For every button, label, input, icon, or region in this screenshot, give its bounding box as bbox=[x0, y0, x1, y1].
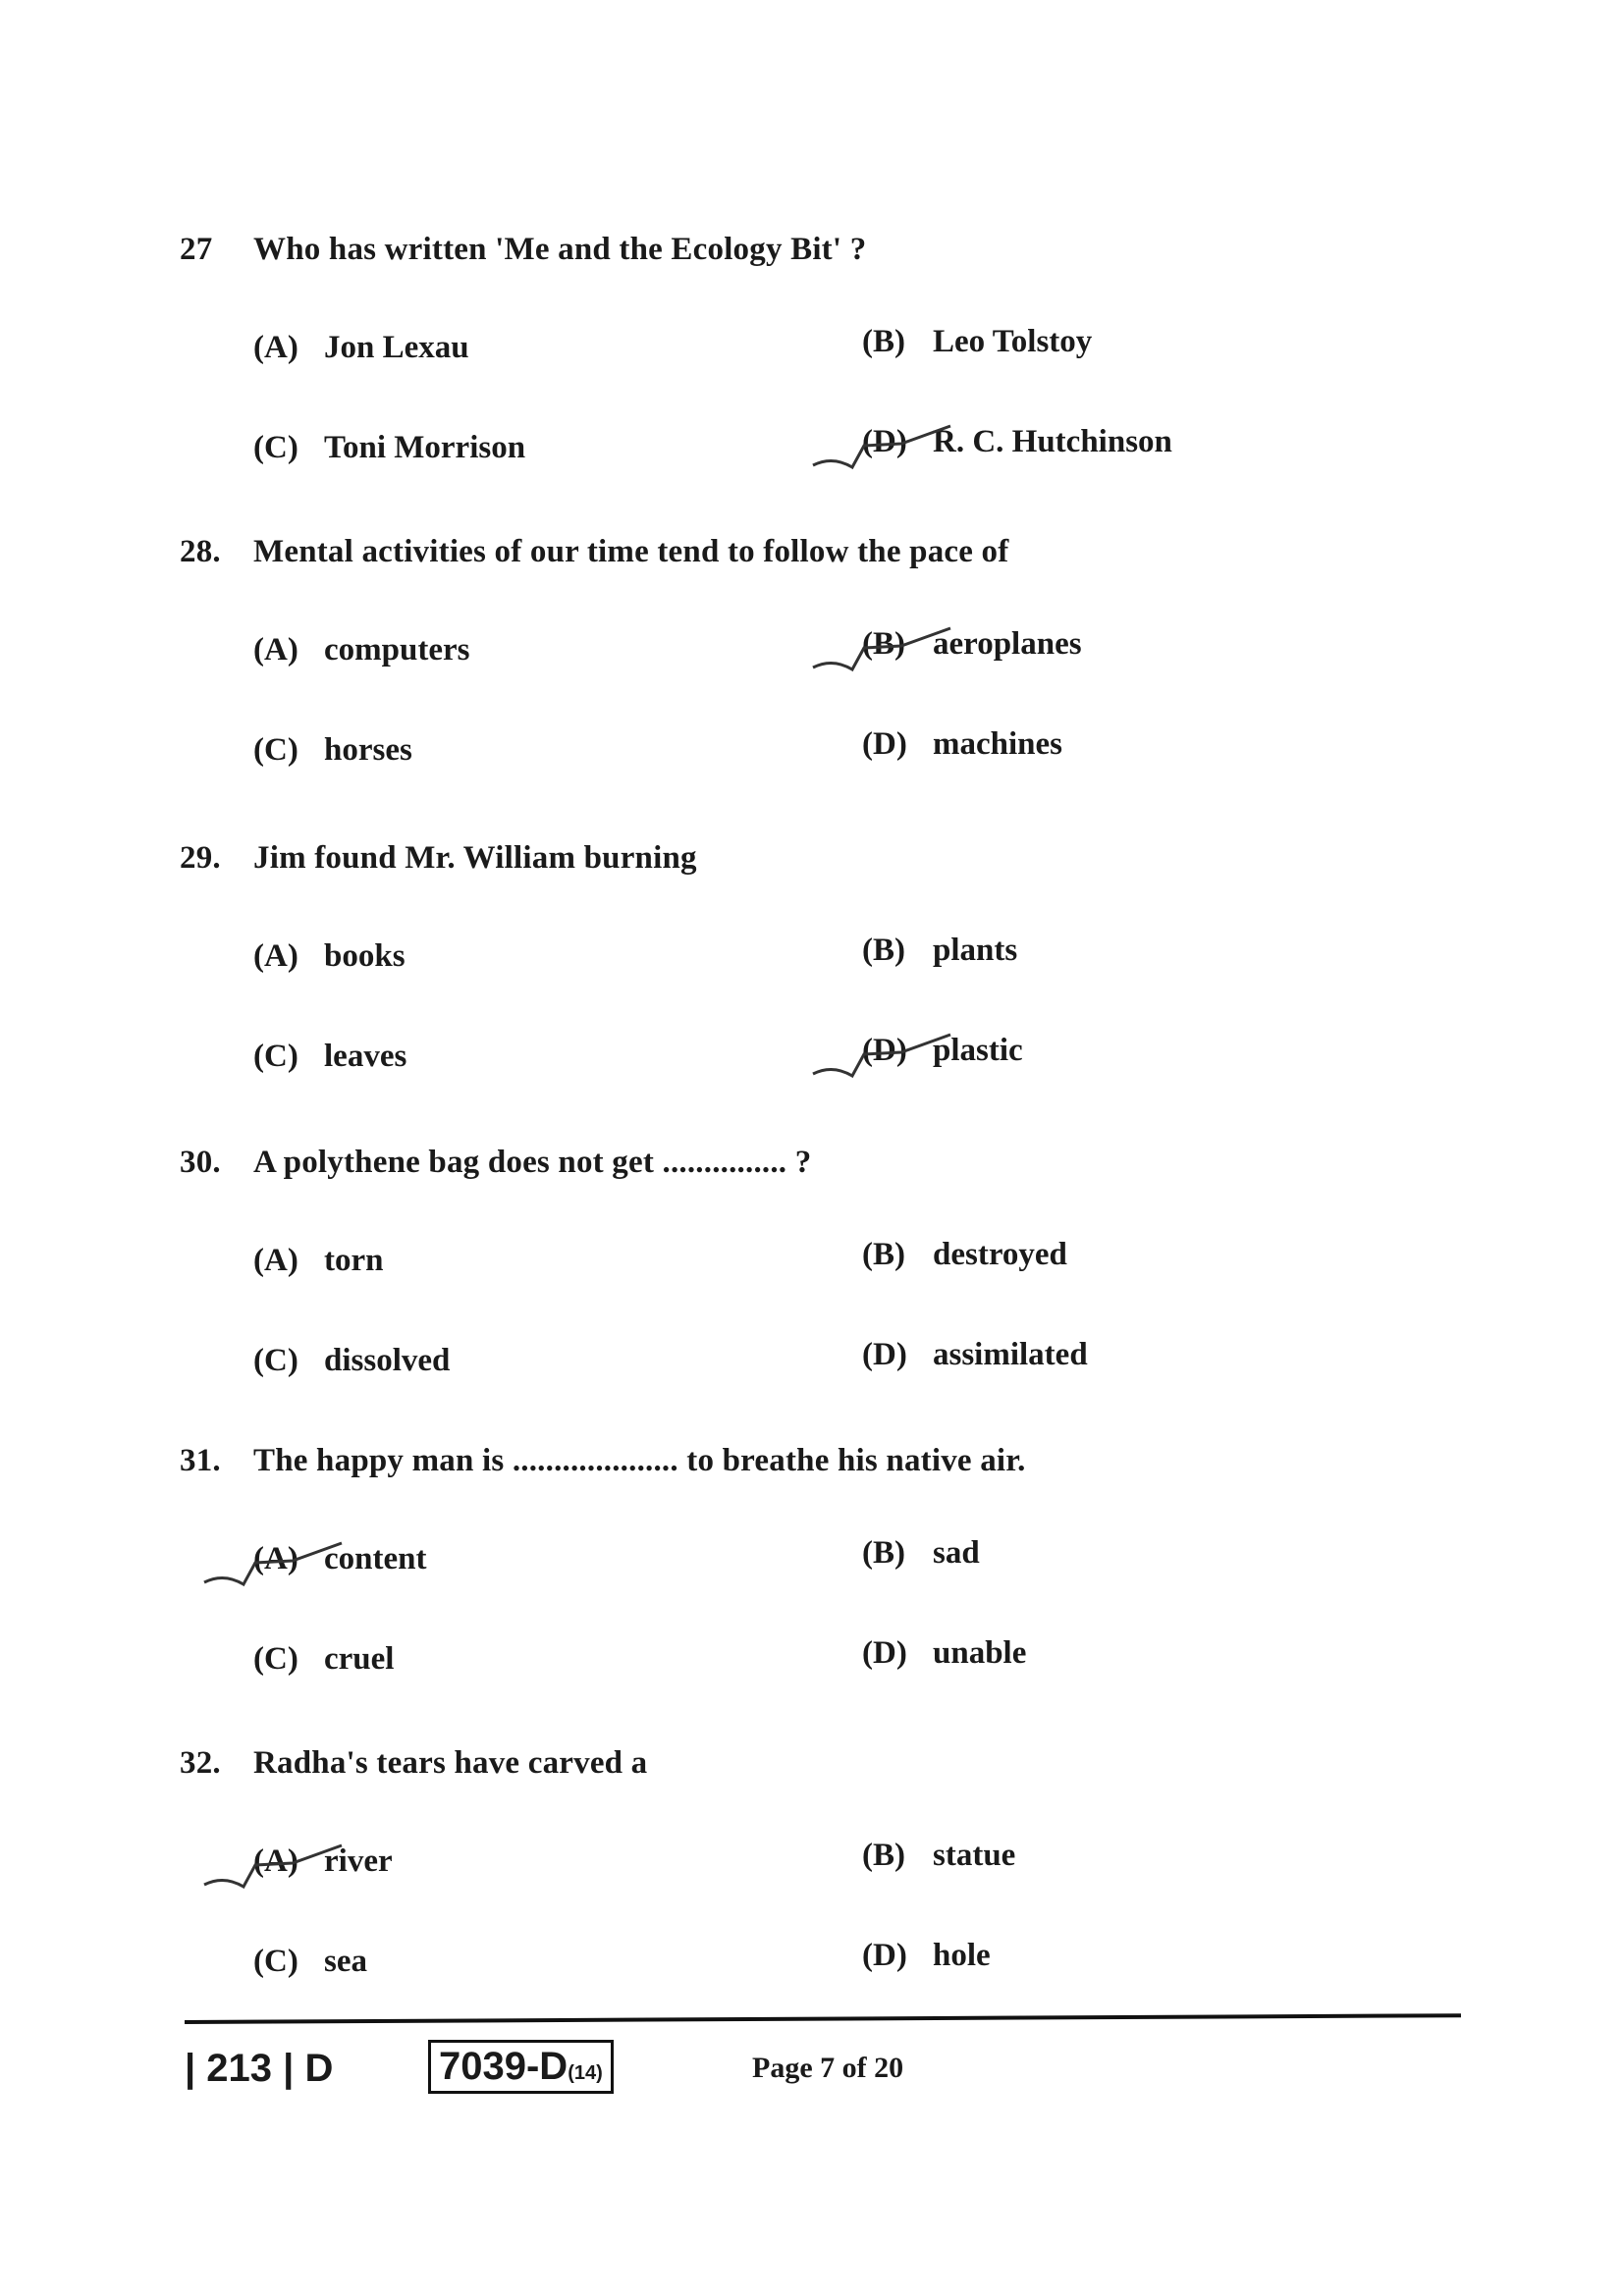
option-c[interactable] bbox=[253, 1039, 406, 1075]
option-label: (B) bbox=[862, 1838, 905, 1873]
booklet-code-sub: (14) bbox=[568, 2062, 603, 2084]
option-text: unable bbox=[933, 1635, 1027, 1671]
option-b[interactable] bbox=[862, 1838, 1015, 1874]
option-text: statue bbox=[933, 1838, 1016, 1873]
option-label: (C) bbox=[253, 430, 298, 465]
option-b[interactable] bbox=[862, 626, 1082, 663]
option-b[interactable] bbox=[862, 1237, 1067, 1273]
option-text: Toni Morrison bbox=[324, 430, 526, 465]
option-text: Leo Tolstoy bbox=[933, 324, 1093, 359]
option-c[interactable] bbox=[253, 1343, 450, 1379]
option-label: (A) bbox=[253, 632, 298, 667]
option-label: (B) bbox=[862, 626, 905, 662]
option-d[interactable] bbox=[862, 1337, 1088, 1373]
option-label: (C) bbox=[253, 1641, 298, 1677]
question-31 bbox=[180, 1443, 1026, 1479]
question-text: Who has written 'Me and the Ecology Bit' ? bbox=[253, 232, 867, 267]
option-b[interactable] bbox=[862, 1535, 980, 1572]
question-number: 27 bbox=[180, 232, 213, 267]
question-text: A polythene bag does not get ............... ? bbox=[253, 1145, 812, 1180]
option-text: sad bbox=[933, 1535, 980, 1571]
option-c[interactable] bbox=[253, 430, 525, 466]
option-text: leaves bbox=[324, 1039, 407, 1074]
question-number: 29. bbox=[180, 840, 221, 876]
question-32 bbox=[180, 1745, 647, 1782]
option-text: plastic bbox=[933, 1033, 1023, 1068]
option-a[interactable] bbox=[253, 938, 406, 975]
option-label: (C) bbox=[253, 732, 298, 768]
option-label: (C) bbox=[253, 1039, 298, 1074]
question-number: 30. bbox=[180, 1145, 221, 1180]
option-a[interactable] bbox=[253, 1541, 426, 1577]
option-a[interactable] bbox=[253, 1243, 384, 1279]
option-text: cruel bbox=[324, 1641, 395, 1677]
option-text: Jon Lexau bbox=[324, 330, 469, 365]
option-label: (A) bbox=[253, 330, 298, 365]
question-29 bbox=[180, 840, 697, 877]
option-text: dissolved bbox=[324, 1343, 451, 1378]
question-number: 32. bbox=[180, 1745, 221, 1781]
option-label: (A) bbox=[253, 938, 298, 974]
option-b[interactable] bbox=[862, 933, 1017, 969]
option-text: assimilated bbox=[933, 1337, 1088, 1372]
page-number: Page 7 of 20 bbox=[752, 2052, 904, 2084]
option-a[interactable] bbox=[253, 330, 469, 366]
option-d[interactable] bbox=[862, 726, 1062, 763]
question-text: Radha's tears have carved a bbox=[253, 1745, 648, 1781]
option-d[interactable] bbox=[862, 1635, 1026, 1672]
footer-booklet-code bbox=[428, 2040, 614, 2094]
option-label: (D) bbox=[862, 726, 907, 762]
booklet-code: 7039-D bbox=[439, 2045, 568, 2088]
option-text: R. C. Hutchinson bbox=[933, 424, 1172, 459]
option-text: destroyed bbox=[933, 1237, 1067, 1272]
option-c[interactable] bbox=[253, 732, 412, 769]
option-label: (A) bbox=[253, 1541, 298, 1576]
question-text: The happy man is .................... to breathe his native air. bbox=[253, 1443, 1026, 1478]
option-text: content bbox=[324, 1541, 427, 1576]
option-text: machines bbox=[933, 726, 1062, 762]
option-text: aeroplanes bbox=[933, 626, 1082, 662]
question-text: Jim found Mr. William burning bbox=[253, 840, 697, 876]
question-27 bbox=[180, 232, 866, 268]
question-text: Mental activities of our time tend to follow the pace of bbox=[253, 534, 1009, 569]
option-text: torn bbox=[324, 1243, 384, 1278]
option-text: plants bbox=[933, 933, 1018, 968]
option-label: (D) bbox=[862, 1337, 907, 1372]
question-number: 28. bbox=[180, 534, 221, 569]
option-label: (D) bbox=[862, 424, 907, 459]
option-text: horses bbox=[324, 732, 412, 768]
option-a[interactable] bbox=[253, 632, 469, 668]
option-c[interactable] bbox=[253, 1641, 394, 1678]
option-label: (B) bbox=[862, 1237, 905, 1272]
question-number: 31. bbox=[180, 1443, 221, 1478]
option-label: (A) bbox=[253, 1843, 298, 1879]
option-label: (A) bbox=[253, 1243, 298, 1278]
option-text: hole bbox=[933, 1938, 991, 1973]
option-d[interactable] bbox=[862, 1938, 991, 1974]
question-30 bbox=[180, 1145, 811, 1181]
option-a[interactable] bbox=[253, 1843, 393, 1880]
option-text: computers bbox=[324, 632, 470, 667]
option-label: (B) bbox=[862, 324, 905, 359]
footer-paper-code: | 213 | D bbox=[185, 2047, 334, 2090]
footer-rule bbox=[185, 2013, 1461, 2024]
option-label: (B) bbox=[862, 933, 905, 968]
option-d[interactable] bbox=[862, 1033, 1023, 1069]
option-label: (D) bbox=[862, 1033, 907, 1068]
option-label: (D) bbox=[862, 1938, 907, 1973]
option-text: river bbox=[324, 1843, 393, 1879]
option-label: (C) bbox=[253, 1944, 298, 1979]
option-c[interactable] bbox=[253, 1944, 367, 1980]
option-text: books bbox=[324, 938, 406, 974]
option-b[interactable] bbox=[862, 324, 1092, 360]
option-d[interactable] bbox=[862, 424, 1172, 460]
question-28 bbox=[180, 534, 1008, 570]
option-label: (B) bbox=[862, 1535, 905, 1571]
option-label: (C) bbox=[253, 1343, 298, 1378]
option-label: (D) bbox=[862, 1635, 907, 1671]
option-text: sea bbox=[324, 1944, 367, 1979]
